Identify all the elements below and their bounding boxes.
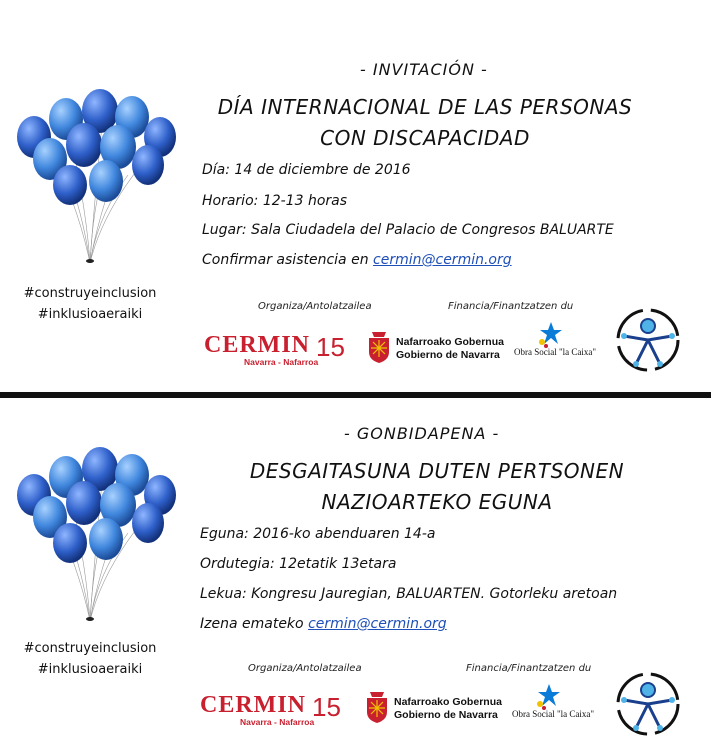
navarra-shield-icon	[366, 330, 392, 364]
date-label: Día:	[202, 162, 230, 178]
place-row	[202, 222, 614, 238]
hashtag-inklusioa: #inklusioaeraiki	[37, 662, 143, 677]
invitation-kicker: - INVITACIÓN -	[360, 60, 488, 79]
hashtag-inklusioa: #inklusioaeraiki	[37, 307, 143, 322]
invitation-card-basque	[0, 398, 711, 753]
event-title: DÍA INTERNACIONAL DE LAS PERSONAS CON DISCAPACIDAD	[217, 95, 633, 150]
financia-label: Financia/Finantzatzen du	[466, 663, 592, 674]
time-label: Ordutegia:	[200, 556, 275, 572]
date-value: 2016-ko abenduaren 14-a	[253, 526, 436, 542]
time-value: 12-13 horas	[262, 193, 348, 209]
date-row	[202, 162, 411, 178]
cermin-name: CERMIN	[204, 332, 310, 358]
navarra-shield-icon	[364, 690, 390, 724]
cermin-number: 15	[312, 692, 341, 722]
cermin-number: 15	[316, 332, 345, 362]
caixa-text: Obra Social "la Caixa"	[514, 347, 597, 357]
time-row	[200, 556, 396, 572]
confirm-row	[202, 252, 512, 268]
email-link[interactable]: cermin@cermin.org	[308, 616, 447, 632]
cermin-sub: Navarra - Nafarroa	[240, 717, 315, 727]
time-row	[202, 193, 347, 209]
caixa-logo	[510, 320, 600, 364]
cermin-logo	[204, 328, 354, 368]
invitation-kicker: - GONBIDAPENA -	[344, 424, 500, 443]
confirm-label: Izena emateko	[200, 616, 304, 632]
navarra-line2: Gobierno de Navarra	[396, 349, 500, 361]
organiza-label: Organiza/Antolatzailea	[258, 301, 372, 312]
date-row	[200, 526, 435, 542]
balloon-bunch-icon	[8, 443, 183, 623]
organiza-label: Organiza/Antolatzailea	[248, 663, 362, 674]
cermin-sub: Navarra - Nafarroa	[244, 357, 319, 367]
hashtags	[10, 283, 170, 325]
hashtag-construye: #construyeinclusion	[23, 286, 157, 301]
hashtags	[10, 638, 170, 680]
navarra-logo	[366, 328, 506, 368]
place-label: Lugar:	[202, 222, 247, 238]
navarra-line1: Nafarroako Gobernua	[396, 336, 504, 348]
confirm-label: Confirmar asistencia en	[202, 252, 369, 268]
place-value: Kongresu Jauregian, BALUARTEN. Gotorleku aretoan	[251, 586, 618, 602]
cermin-name: CERMIN	[200, 692, 306, 718]
confirm-row	[200, 616, 447, 632]
place-label: Lekua:	[200, 586, 247, 602]
navarra-line2: Gobierno de Navarra	[394, 709, 498, 721]
email-link[interactable]: cermin@cermin.org	[373, 252, 512, 268]
financia-label: Financia/Finantzatzen du	[448, 301, 574, 312]
caixa-text: Obra Social "la Caixa"	[512, 709, 595, 719]
place-value: Sala Ciudadela del Palacio de Congresos BALUARTE	[251, 222, 614, 238]
time-value: 12etatik 13etara	[279, 556, 397, 572]
place-row	[200, 586, 617, 602]
balloon-bunch-icon	[8, 85, 183, 265]
caixa-star-icon	[536, 320, 566, 348]
hashtag-construye: #construyeinclusion	[23, 641, 157, 656]
caixa-logo	[508, 682, 598, 726]
time-label: Horario:	[202, 193, 259, 209]
date-label: Eguna:	[200, 526, 249, 542]
navarra-line1: Nafarroako Gobernua	[394, 696, 502, 708]
event-title: DESGAITASUNA DUTEN PERTSONEN NAZIOARTEKO EGUNA	[249, 459, 625, 514]
accessibility-person-icon	[614, 306, 682, 374]
navarra-logo	[364, 688, 504, 728]
date-value: 14 de diciembre de 2016	[234, 162, 411, 178]
accessibility-person-icon	[614, 670, 682, 738]
caixa-star-icon	[534, 682, 564, 710]
cermin-logo	[200, 688, 350, 728]
